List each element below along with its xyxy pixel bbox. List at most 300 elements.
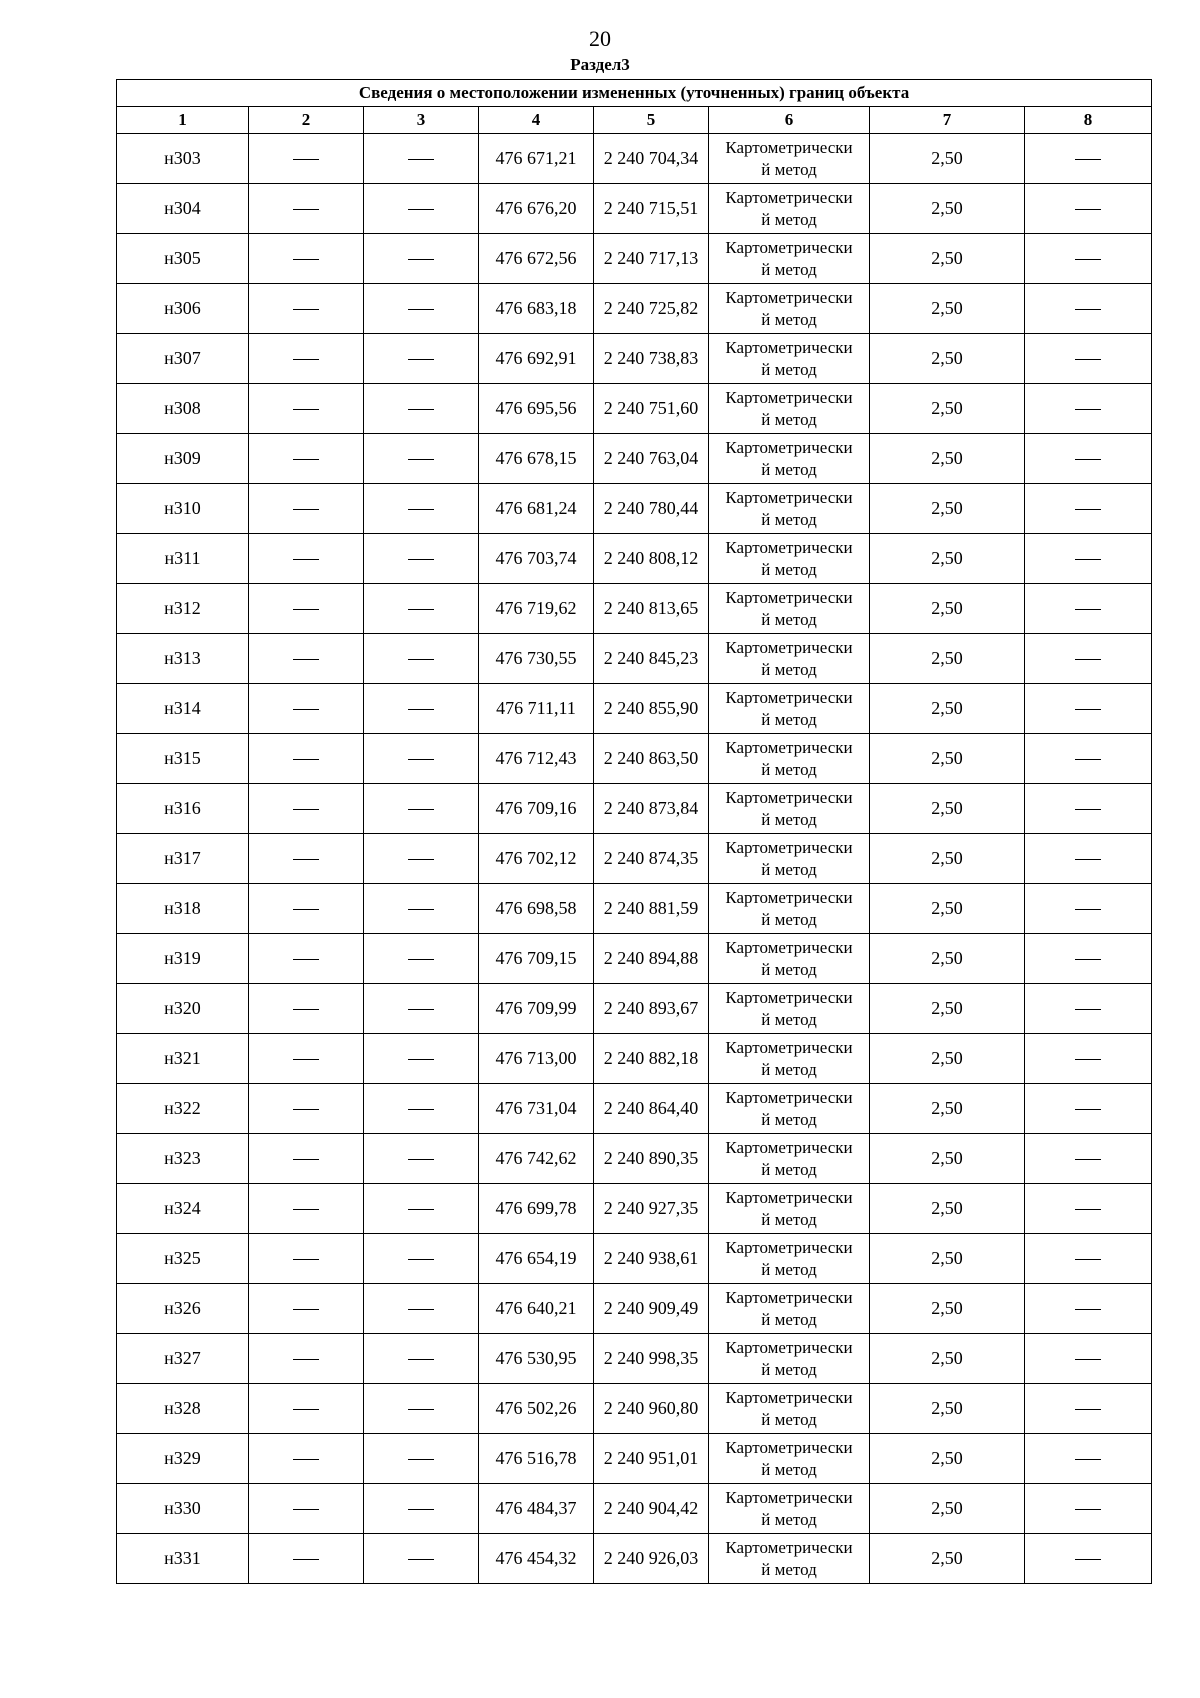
y-coordinate-cell: 2 240 855,90 <box>594 684 709 734</box>
dash-mark <box>408 709 434 710</box>
x-coordinate-cell: 476 671,21 <box>479 134 594 184</box>
accuracy-cell: 2,50 <box>870 1284 1025 1334</box>
table-row <box>117 1334 1152 1384</box>
empty-col-3-cell <box>364 1384 479 1434</box>
table-row <box>117 484 1152 534</box>
empty-col-8-cell <box>1025 1434 1152 1484</box>
y-coordinate-cell: 2 240 704,34 <box>594 134 709 184</box>
method-cell <box>709 734 870 784</box>
dash-mark <box>408 909 434 910</box>
x-coordinate-cell: 476 698,58 <box>479 884 594 934</box>
table-row <box>117 1084 1152 1134</box>
dash-mark <box>293 209 319 210</box>
method-cell <box>709 1534 870 1584</box>
empty-col-8-cell <box>1025 1334 1152 1384</box>
method-text-line: й метод <box>761 659 817 679</box>
dash-mark <box>1075 1159 1101 1160</box>
column-number: 7 <box>870 107 1025 134</box>
empty-col-3-cell <box>364 334 479 384</box>
empty-col-2-cell <box>249 134 364 184</box>
method-text-line: й метод <box>761 909 817 929</box>
empty-col-2-cell <box>249 384 364 434</box>
x-coordinate-cell: 476 709,15 <box>479 934 594 984</box>
empty-col-3-cell <box>364 384 479 434</box>
x-coordinate-cell: 476 530,95 <box>479 1334 594 1384</box>
dash-mark <box>1075 1059 1101 1060</box>
empty-col-2-cell <box>249 234 364 284</box>
dash-mark <box>1075 809 1101 810</box>
accuracy-cell: 2,50 <box>870 1134 1025 1184</box>
x-coordinate-cell: 476 731,04 <box>479 1084 594 1134</box>
y-coordinate-cell: 2 240 715,51 <box>594 184 709 234</box>
table-row <box>117 984 1152 1034</box>
table-row <box>117 634 1152 684</box>
dash-mark <box>293 1559 319 1560</box>
method-text-line: й метод <box>761 1559 817 1579</box>
method-text-line: Картометрически <box>725 1287 853 1307</box>
boundary-coordinates-table <box>116 79 1152 1584</box>
dash-mark <box>408 409 434 410</box>
table-row <box>117 184 1152 234</box>
dash-mark <box>293 809 319 810</box>
accuracy-cell: 2,50 <box>870 734 1025 784</box>
table-row <box>117 584 1152 634</box>
empty-col-3-cell <box>364 1034 479 1084</box>
method-text-line: Картометрически <box>725 1137 853 1157</box>
x-coordinate-cell: 476 702,12 <box>479 834 594 884</box>
empty-col-8-cell <box>1025 984 1152 1034</box>
method-text-line: й метод <box>761 1509 817 1529</box>
column-number: 6 <box>709 107 870 134</box>
empty-col-3-cell <box>364 1534 479 1584</box>
dash-mark <box>293 1509 319 1510</box>
dash-mark <box>1075 1259 1101 1260</box>
method-text-line: й метод <box>761 859 817 879</box>
method-cell <box>709 1384 870 1434</box>
empty-col-3-cell <box>364 984 479 1034</box>
dash-mark <box>293 1009 319 1010</box>
dash-mark <box>1075 559 1101 560</box>
empty-col-2-cell <box>249 1284 364 1334</box>
table-row <box>117 1484 1152 1534</box>
method-text-line: й метод <box>761 1159 817 1179</box>
empty-col-2-cell <box>249 1134 364 1184</box>
empty-col-8-cell <box>1025 834 1152 884</box>
y-coordinate-cell: 2 240 998,35 <box>594 1334 709 1384</box>
empty-col-2-cell <box>249 584 364 634</box>
method-cell <box>709 684 870 734</box>
method-text-line: й метод <box>761 559 817 579</box>
method-cell <box>709 1434 870 1484</box>
point-name-cell: н327 <box>117 1334 249 1384</box>
empty-col-3-cell <box>364 1434 479 1484</box>
y-coordinate-cell: 2 240 904,42 <box>594 1484 709 1534</box>
method-cell <box>709 184 870 234</box>
dash-mark <box>1075 909 1101 910</box>
dash-mark <box>408 1359 434 1360</box>
method-cell <box>709 534 870 584</box>
accuracy-cell: 2,50 <box>870 1484 1025 1534</box>
accuracy-cell: 2,50 <box>870 584 1025 634</box>
point-name-cell: н305 <box>117 234 249 284</box>
point-name-cell: н314 <box>117 684 249 734</box>
accuracy-cell: 2,50 <box>870 384 1025 434</box>
dash-mark <box>408 559 434 560</box>
x-coordinate-cell: 476 709,16 <box>479 784 594 834</box>
empty-col-2-cell <box>249 1234 364 1284</box>
y-coordinate-cell: 2 240 881,59 <box>594 884 709 934</box>
y-coordinate-cell: 2 240 890,35 <box>594 1134 709 1184</box>
empty-col-8-cell <box>1025 1184 1152 1234</box>
empty-col-8-cell <box>1025 634 1152 684</box>
empty-col-8-cell <box>1025 1234 1152 1284</box>
method-text-line: Картометрически <box>725 987 853 1007</box>
dash-mark <box>1075 859 1101 860</box>
empty-col-3-cell <box>364 734 479 784</box>
dash-mark <box>1075 259 1101 260</box>
column-number: 5 <box>594 107 709 134</box>
dash-mark <box>293 759 319 760</box>
column-number: 4 <box>479 107 594 134</box>
accuracy-cell: 2,50 <box>870 184 1025 234</box>
accuracy-cell: 2,50 <box>870 1084 1025 1134</box>
y-coordinate-cell: 2 240 813,65 <box>594 584 709 634</box>
method-text-line: Картометрически <box>725 137 853 157</box>
method-text-line: Картометрически <box>725 1037 853 1057</box>
method-text-line: й метод <box>761 259 817 279</box>
method-text-line: Картометрически <box>725 637 853 657</box>
method-cell <box>709 1084 870 1134</box>
dash-mark <box>1075 1459 1101 1460</box>
empty-col-8-cell <box>1025 1134 1152 1184</box>
empty-col-3-cell <box>364 1334 479 1384</box>
dash-mark <box>408 809 434 810</box>
empty-col-3-cell <box>364 1234 479 1284</box>
dash-mark <box>1075 709 1101 710</box>
point-name-cell: н318 <box>117 884 249 934</box>
point-name-cell: н306 <box>117 284 249 334</box>
table-row <box>117 1034 1152 1084</box>
x-coordinate-cell: 476 654,19 <box>479 1234 594 1284</box>
empty-col-2-cell <box>249 1084 364 1134</box>
dash-mark <box>408 1209 434 1210</box>
y-coordinate-cell: 2 240 845,23 <box>594 634 709 684</box>
empty-col-8-cell <box>1025 234 1152 284</box>
method-text-line: й метод <box>761 159 817 179</box>
dash-mark <box>293 1259 319 1260</box>
method-cell <box>709 634 870 684</box>
point-name-cell: н307 <box>117 334 249 384</box>
method-cell <box>709 434 870 484</box>
dash-mark <box>1075 409 1101 410</box>
dash-mark <box>293 1209 319 1210</box>
empty-col-2-cell <box>249 1384 364 1434</box>
method-text-line: й метод <box>761 1109 817 1129</box>
empty-col-2-cell <box>249 884 364 934</box>
x-coordinate-cell: 476 709,99 <box>479 984 594 1034</box>
dash-mark <box>293 709 319 710</box>
method-text-line: й метод <box>761 1409 817 1429</box>
point-name-cell: н330 <box>117 1484 249 1534</box>
method-text-line: Картометрически <box>725 537 853 557</box>
method-text-line: й метод <box>761 209 817 229</box>
empty-col-2-cell <box>249 484 364 534</box>
empty-col-3-cell <box>364 884 479 934</box>
method-text-line: й метод <box>761 1309 817 1329</box>
x-coordinate-cell: 476 699,78 <box>479 1184 594 1234</box>
method-text-line: й метод <box>761 609 817 629</box>
point-name-cell: н315 <box>117 734 249 784</box>
column-number: 1 <box>117 107 249 134</box>
method-cell <box>709 984 870 1034</box>
dash-mark <box>293 609 319 610</box>
table-row <box>117 884 1152 934</box>
accuracy-cell: 2,50 <box>870 634 1025 684</box>
empty-col-2-cell <box>249 534 364 584</box>
dash-mark <box>293 1309 319 1310</box>
dash-mark <box>293 659 319 660</box>
accuracy-cell: 2,50 <box>870 1234 1025 1284</box>
dash-mark <box>293 1109 319 1110</box>
empty-col-2-cell <box>249 634 364 684</box>
method-text-line: Картометрически <box>725 1237 853 1257</box>
dash-mark <box>293 1059 319 1060</box>
method-text-line: й метод <box>761 309 817 329</box>
dash-mark <box>408 1159 434 1160</box>
method-cell <box>709 1484 870 1534</box>
x-coordinate-cell: 476 484,37 <box>479 1484 594 1534</box>
point-name-cell: н319 <box>117 934 249 984</box>
empty-col-8-cell <box>1025 384 1152 434</box>
empty-col-8-cell <box>1025 884 1152 934</box>
method-text-line: й метод <box>761 1059 817 1079</box>
method-cell <box>709 1234 870 1284</box>
accuracy-cell: 2,50 <box>870 484 1025 534</box>
y-coordinate-cell: 2 240 864,40 <box>594 1084 709 1134</box>
method-text-line: Картометрически <box>725 687 853 707</box>
x-coordinate-cell: 476 730,55 <box>479 634 594 684</box>
empty-col-8-cell <box>1025 534 1152 584</box>
method-text-line: Картометрически <box>725 1087 853 1107</box>
method-text-line: Картометрически <box>725 187 853 207</box>
empty-col-8-cell <box>1025 784 1152 834</box>
point-name-cell: н311 <box>117 534 249 584</box>
method-cell <box>709 884 870 934</box>
point-name-cell: н325 <box>117 1234 249 1284</box>
table-row <box>117 784 1152 834</box>
empty-col-8-cell <box>1025 334 1152 384</box>
empty-col-8-cell <box>1025 184 1152 234</box>
table-row <box>117 934 1152 984</box>
y-coordinate-cell: 2 240 725,82 <box>594 284 709 334</box>
dash-mark <box>293 909 319 910</box>
empty-col-2-cell <box>249 784 364 834</box>
method-text-line: Картометрически <box>725 737 853 757</box>
point-name-cell: н308 <box>117 384 249 434</box>
y-coordinate-cell: 2 240 951,01 <box>594 1434 709 1484</box>
method-cell <box>709 1134 870 1184</box>
column-number: 3 <box>364 107 479 134</box>
empty-col-8-cell <box>1025 134 1152 184</box>
point-name-cell: н309 <box>117 434 249 484</box>
empty-col-2-cell <box>249 1184 364 1234</box>
empty-col-3-cell <box>364 784 479 834</box>
x-coordinate-cell: 476 454,32 <box>479 1534 594 1584</box>
empty-col-8-cell <box>1025 434 1152 484</box>
method-text-line: Картометрически <box>725 1387 853 1407</box>
empty-col-2-cell <box>249 734 364 784</box>
dash-mark <box>1075 209 1101 210</box>
empty-col-3-cell <box>364 434 479 484</box>
y-coordinate-cell: 2 240 808,12 <box>594 534 709 584</box>
accuracy-cell: 2,50 <box>870 684 1025 734</box>
method-text-line: Картометрически <box>725 837 853 857</box>
dash-mark <box>1075 759 1101 760</box>
dash-mark <box>408 209 434 210</box>
method-cell <box>709 134 870 184</box>
method-text-line: й метод <box>761 509 817 529</box>
empty-col-2-cell <box>249 184 364 234</box>
dash-mark <box>1075 1409 1101 1410</box>
method-text-line: Картометрически <box>725 487 853 507</box>
y-coordinate-cell: 2 240 874,35 <box>594 834 709 884</box>
empty-col-2-cell <box>249 934 364 984</box>
dash-mark <box>408 359 434 360</box>
method-cell <box>709 934 870 984</box>
point-name-cell: н322 <box>117 1084 249 1134</box>
table-row <box>117 334 1152 384</box>
method-text-line: й метод <box>761 1459 817 1479</box>
method-text-line: й метод <box>761 1259 817 1279</box>
section-title: Раздел3 <box>570 55 630 74</box>
empty-col-2-cell <box>249 434 364 484</box>
table-row <box>117 1384 1152 1434</box>
point-name-cell: н331 <box>117 1534 249 1584</box>
dash-mark <box>1075 1509 1101 1510</box>
table-row <box>117 284 1152 334</box>
dash-mark <box>293 1359 319 1360</box>
x-coordinate-cell: 476 695,56 <box>479 384 594 434</box>
table-row <box>117 534 1152 584</box>
accuracy-cell: 2,50 <box>870 234 1025 284</box>
table-row <box>117 684 1152 734</box>
empty-col-3-cell <box>364 134 479 184</box>
x-coordinate-cell: 476 719,62 <box>479 584 594 634</box>
dash-mark <box>1075 159 1101 160</box>
table-row <box>117 1134 1152 1184</box>
empty-col-3-cell <box>364 1284 479 1334</box>
dash-mark <box>408 1459 434 1460</box>
dash-mark <box>408 859 434 860</box>
empty-col-8-cell <box>1025 734 1152 784</box>
empty-col-3-cell <box>364 1484 479 1534</box>
dash-mark <box>408 609 434 610</box>
empty-col-8-cell <box>1025 584 1152 634</box>
y-coordinate-cell: 2 240 751,60 <box>594 384 709 434</box>
empty-col-8-cell <box>1025 484 1152 534</box>
table-row <box>117 734 1152 784</box>
x-coordinate-cell: 476 713,00 <box>479 1034 594 1084</box>
table-row <box>117 1434 1152 1484</box>
x-coordinate-cell: 476 692,91 <box>479 334 594 384</box>
method-text-line: Картометрически <box>725 1437 853 1457</box>
method-text-line: Картометрически <box>725 437 853 457</box>
empty-col-2-cell <box>249 1484 364 1534</box>
dash-mark <box>1075 1209 1101 1210</box>
dash-mark <box>1075 1309 1101 1310</box>
accuracy-cell: 2,50 <box>870 984 1025 1034</box>
point-name-cell: н313 <box>117 634 249 684</box>
dash-mark <box>408 1009 434 1010</box>
column-number: 8 <box>1025 107 1152 134</box>
accuracy-cell: 2,50 <box>870 834 1025 884</box>
point-name-cell: н329 <box>117 1434 249 1484</box>
method-text-line: Картометрически <box>725 337 853 357</box>
method-text-line: й метод <box>761 359 817 379</box>
empty-col-8-cell <box>1025 1034 1152 1084</box>
point-name-cell: н323 <box>117 1134 249 1184</box>
accuracy-cell: 2,50 <box>870 1384 1025 1434</box>
point-name-cell: н321 <box>117 1034 249 1084</box>
column-number-row <box>117 107 1152 134</box>
x-coordinate-cell: 476 678,15 <box>479 434 594 484</box>
dash-mark <box>408 1409 434 1410</box>
method-cell <box>709 484 870 534</box>
empty-col-8-cell <box>1025 934 1152 984</box>
dash-mark <box>293 309 319 310</box>
point-name-cell: н320 <box>117 984 249 1034</box>
empty-col-3-cell <box>364 184 479 234</box>
dash-mark <box>408 309 434 310</box>
empty-col-3-cell <box>364 234 479 284</box>
dash-mark <box>1075 1559 1101 1560</box>
dash-mark <box>293 259 319 260</box>
method-cell <box>709 584 870 634</box>
accuracy-cell: 2,50 <box>870 934 1025 984</box>
column-number: 2 <box>249 107 364 134</box>
y-coordinate-cell: 2 240 927,35 <box>594 1184 709 1234</box>
dash-mark <box>1075 659 1101 660</box>
table-caption: Сведения о местоположении измененных (уточненных) границ объекта <box>117 80 1152 107</box>
accuracy-cell: 2,50 <box>870 434 1025 484</box>
point-name-cell: н304 <box>117 184 249 234</box>
point-name-cell: н328 <box>117 1384 249 1434</box>
table-row <box>117 1234 1152 1284</box>
dash-mark <box>293 1409 319 1410</box>
y-coordinate-cell: 2 240 780,44 <box>594 484 709 534</box>
method-cell <box>709 1184 870 1234</box>
y-coordinate-cell: 2 240 873,84 <box>594 784 709 834</box>
y-coordinate-cell: 2 240 894,88 <box>594 934 709 984</box>
dash-mark <box>293 409 319 410</box>
dash-mark <box>408 1259 434 1260</box>
method-cell <box>709 334 870 384</box>
method-text-line: Картометрически <box>725 1187 853 1207</box>
dash-mark <box>1075 459 1101 460</box>
empty-col-3-cell <box>364 1084 479 1134</box>
method-text-line: Картометрически <box>725 287 853 307</box>
method-text-line: й метод <box>761 1209 817 1229</box>
dash-mark <box>408 159 434 160</box>
table-row <box>117 134 1152 184</box>
x-coordinate-cell: 476 676,20 <box>479 184 594 234</box>
method-cell <box>709 834 870 884</box>
dash-mark <box>1075 959 1101 960</box>
dash-mark <box>293 959 319 960</box>
dash-mark <box>1075 1009 1101 1010</box>
table-row <box>117 384 1152 434</box>
accuracy-cell: 2,50 <box>870 134 1025 184</box>
